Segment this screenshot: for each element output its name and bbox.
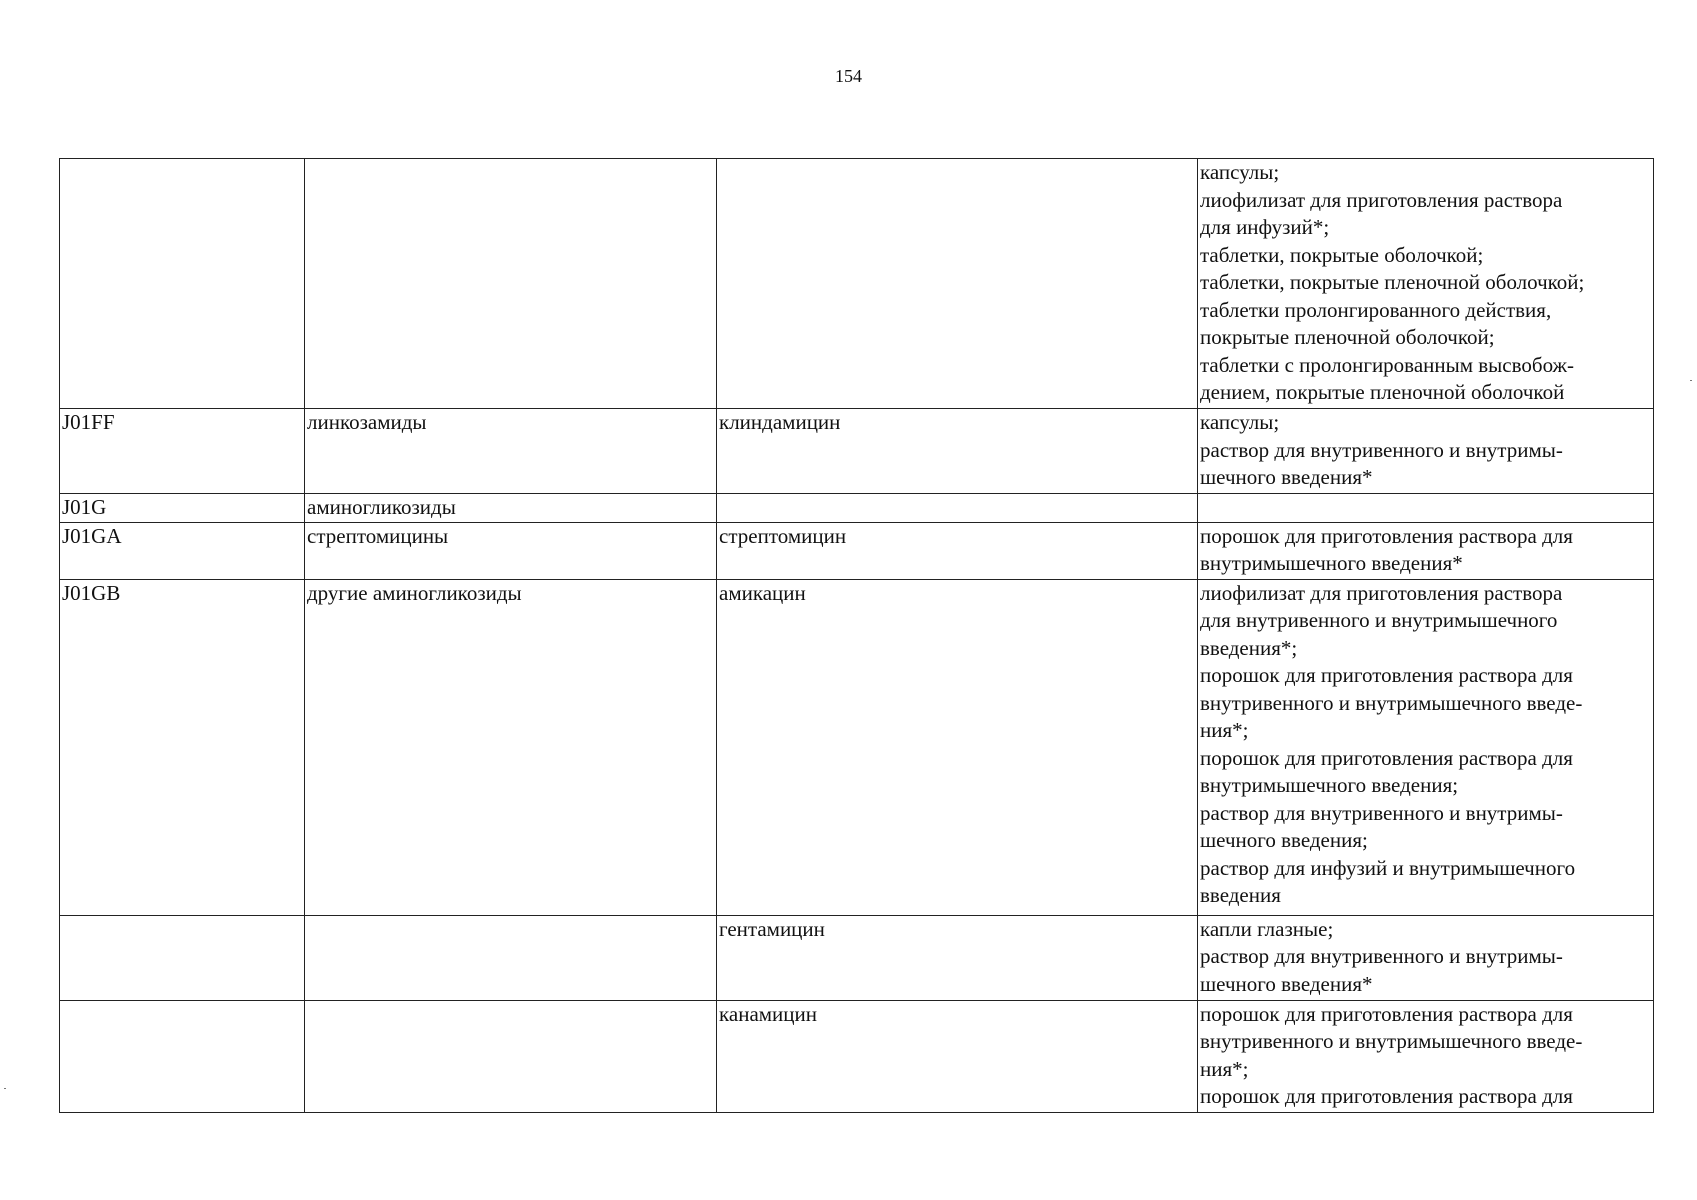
dosage-form-line: шечного введения; bbox=[1200, 828, 1368, 852]
group-name-cell: линкозамиды bbox=[305, 409, 717, 494]
atc-code-cell: J01GA bbox=[60, 522, 305, 579]
dosage-forms-cell bbox=[1198, 409, 1654, 494]
dosage-form-line: порошок для приготовления раствора для bbox=[1200, 663, 1573, 687]
table-body bbox=[60, 159, 1654, 1113]
drug-table bbox=[59, 158, 1654, 1113]
dosage-form-line: для инфузий*; bbox=[1200, 215, 1330, 239]
margin-mark bbox=[1690, 380, 1692, 381]
group-name-cell bbox=[305, 915, 717, 1000]
substance-cell: клиндамицин bbox=[717, 409, 1198, 494]
dosage-form-line: раствор для внутривенного и внутримы- bbox=[1200, 944, 1563, 968]
dosage-forms-cell bbox=[1198, 494, 1654, 523]
dosage-forms-cell bbox=[1198, 579, 1654, 915]
dosage-form-line: раствор для инфузий и внутримышечного bbox=[1200, 855, 1576, 880]
dosage-form-line: дением, покрытые пленочной оболочкой bbox=[1200, 380, 1565, 404]
substance-cell bbox=[717, 494, 1198, 523]
dosage-form-line: лиофилизат для приготовления раствора bbox=[1200, 580, 1563, 605]
dosage-form-line: таблетки, покрытые пленочной оболочкой; bbox=[1200, 270, 1585, 294]
atc-code-cell bbox=[60, 159, 305, 409]
dosage-forms-cell bbox=[1198, 915, 1654, 1000]
table-row bbox=[60, 494, 1654, 523]
dosage-form-line: порошок для приготовления раствора для bbox=[1200, 745, 1573, 770]
dosage-form-line: капсулы; bbox=[1200, 410, 1280, 434]
substance-cell: канамицин bbox=[717, 1000, 1198, 1112]
dosage-form-line: таблетки пролонгированного действия, bbox=[1200, 297, 1552, 322]
dosage-form-line: внутривенного и внутримышечного введе- bbox=[1200, 1029, 1583, 1053]
table-row bbox=[60, 409, 1654, 494]
group-name-cell: другие аминогликозиды bbox=[305, 579, 717, 915]
dosage-form-line: внутримышечного введения; bbox=[1200, 773, 1459, 797]
dosage-form-line: введения*; bbox=[1200, 635, 1298, 660]
table-row bbox=[60, 159, 1654, 409]
dosage-forms-cell bbox=[1198, 159, 1654, 409]
atc-code-cell: J01FF bbox=[60, 409, 305, 494]
group-name-cell: стрептомицины bbox=[305, 522, 717, 579]
dosage-form-line: раствор для внутривенного и внутримы- bbox=[1200, 437, 1563, 462]
dosage-forms-cell bbox=[1198, 1000, 1654, 1112]
dosage-form-line: шечного введения* bbox=[1200, 465, 1373, 489]
dosage-form-line: порошок для приготовления раствора для bbox=[1200, 1084, 1573, 1108]
dosage-form-line: покрытые пленочной оболочкой; bbox=[1200, 325, 1495, 349]
dosage-form-line: внутривенного и внутримышечного введе- bbox=[1200, 690, 1583, 715]
dosage-form-line: ния*; bbox=[1200, 1056, 1249, 1081]
substance-cell: стрептомицин bbox=[717, 522, 1198, 579]
dosage-form-line: таблетки с пролонгированным высвобож- bbox=[1200, 352, 1575, 377]
substance-cell: гентамицин bbox=[717, 915, 1198, 1000]
dosage-form-line: капсулы; bbox=[1200, 160, 1280, 184]
dosage-form-line: внутримышечного введения* bbox=[1200, 551, 1463, 575]
dosage-form-line: таблетки, покрытые оболочкой; bbox=[1200, 242, 1484, 267]
dosage-form-line: ния*; bbox=[1200, 718, 1249, 742]
table-row bbox=[60, 915, 1654, 1000]
dosage-form-line: для внутривенного и внутримышечного bbox=[1200, 608, 1558, 632]
substance-cell bbox=[717, 159, 1198, 409]
table-row bbox=[60, 522, 1654, 579]
page-number: 154 bbox=[835, 66, 862, 86]
group-name-cell bbox=[305, 1000, 717, 1112]
group-name-cell bbox=[305, 159, 717, 409]
dosage-form-line: раствор для внутривенного и внутримы- bbox=[1200, 800, 1563, 825]
table-row bbox=[60, 579, 1654, 915]
dosage-form-line: лиофилизат для приготовления раствора bbox=[1200, 187, 1563, 212]
margin-mark bbox=[4, 1088, 6, 1089]
atc-code-cell bbox=[60, 915, 305, 1000]
table-row bbox=[60, 1000, 1654, 1112]
atc-code-cell: J01G bbox=[60, 494, 305, 523]
dosage-form-line: порошок для приготовления раствора для bbox=[1200, 523, 1573, 548]
dosage-form-line: порошок для приготовления раствора для bbox=[1200, 1001, 1573, 1026]
atc-code-cell bbox=[60, 1000, 305, 1112]
dosage-form-line: шечного введения* bbox=[1200, 971, 1373, 996]
dosage-forms-cell bbox=[1198, 522, 1654, 579]
substance-cell: амикацин bbox=[717, 579, 1198, 915]
group-name-cell: аминогликозиды bbox=[305, 494, 717, 523]
dosage-form-line: введения bbox=[1200, 883, 1281, 907]
dosage-form-line: капли глазные; bbox=[1200, 916, 1334, 941]
atc-code-cell: J01GB bbox=[60, 579, 305, 915]
